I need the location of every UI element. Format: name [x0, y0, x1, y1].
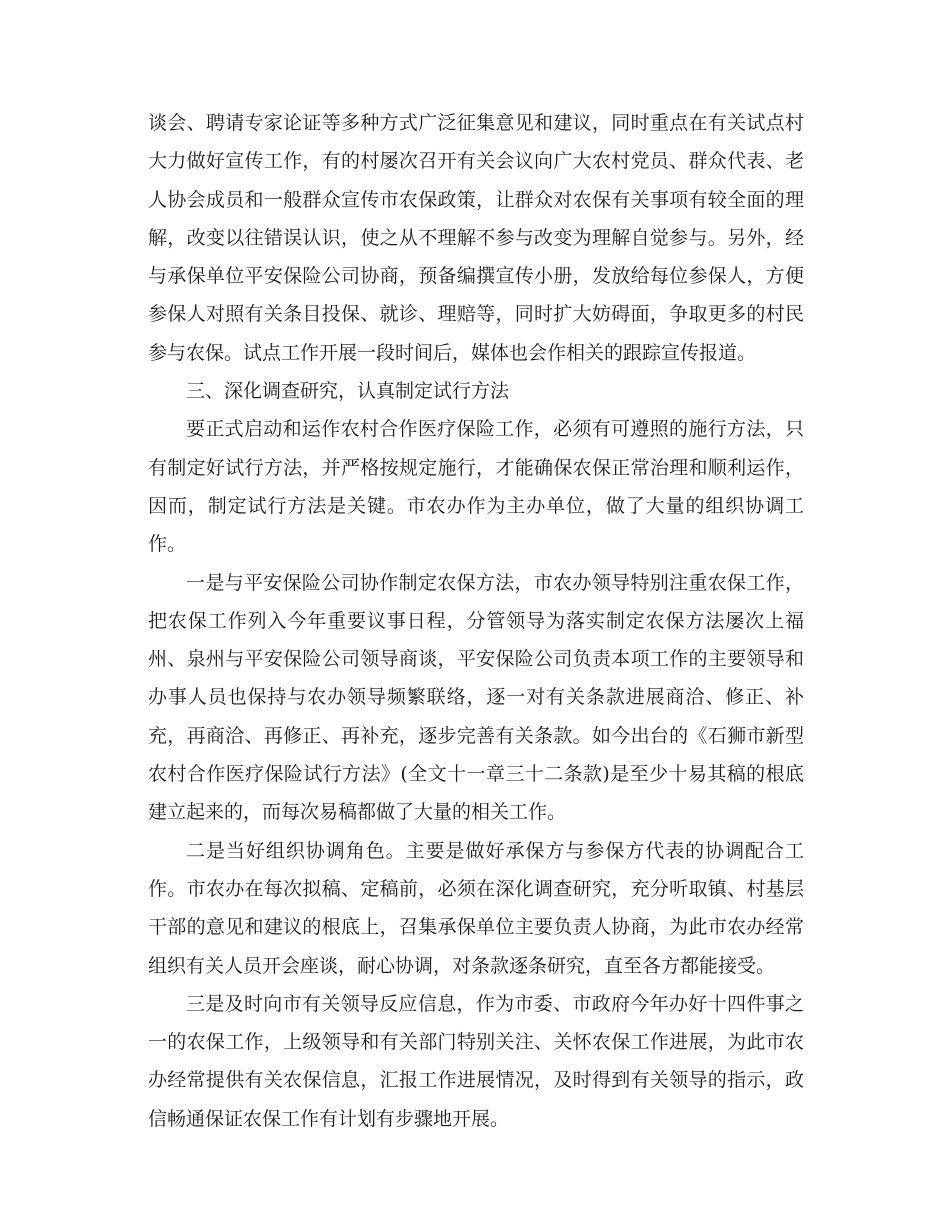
document-body	[148, 104, 804, 1138]
body-paragraph: 要正式启动和运作农村合作医疗保险工作，必须有可遵照的施行方法，只有制定好试行方法，并严格按规定施行，才能确保农保正常治理和顺利运作，因而，制定试行方法是关键。市农办作为主办单位，做了大量的组织协调工作。	[148, 418, 804, 556]
body-paragraph: 二是当好组织协调角色。主要是做好承保方与参保方代表的协调配合工作。市农办在每次拟稿、定稿前，必须在深化调查研究，充分听取镇、村基层干部的意见和建议的根底上，召集承保单位主要负责人协商，为此市农办经常组织有关人员开会座谈，耐心协调，对条款逐条研究，直至各方都能接受。	[148, 839, 804, 977]
body-paragraph: 三是及时向市有关领导反应信息，作为市委、市政府今年办好十四件事之一的农保工作，上级领导和有关部门特别关注、关怀农保工作进展，为此市农办经常提供有关农保信息，汇报工作进展情况，及时得到有关领导的指示，政信畅通保证农保工作有计划有步骤地开展。	[148, 992, 804, 1130]
body-paragraph: 一是与平安保险公司协作制定农保方法，市农办领导特别注重农保工作，把农保工作列入今年重要议事日程，分管领导为落实制定农保方法屡次上福州、泉州与平安保险公司领导商谈，平安保险公司负责本项工作的主要领导和办事人员也保持与农办领导频繁联络，逐一对有关条款进展商洽、修正、补充，再商洽、再修正、再补充，逐步完善有关条款。如今出台的《石狮市新型农村合作医疗保险试行方法》(全文十一章三十二条款)是至少十易其稿的根底建立起来的，而每次易稿都做了大量的相关工作。	[148, 571, 804, 824]
section-heading-3: 三、深化调查研究，认真制定试行方法	[186, 380, 510, 403]
body-paragraph-continued: 谈会、聘请专家论证等多种方式广泛征集意见和建议，同时重点在有关试点村大力做好宣传工作，有的村屡次召开有关会议向广大农村党员、群众代表、老人协会成员和一般群众宣传市农保政策，让群众对农保有关事项有较全面的理解，改变以往错误认识，使之从不理解不参与改变为理解自觉参与。另外，经与承保单位平安保险公司协商，预备编撰宣传小册，发放给每位参保人，方便参保人对照有关条目投保、就诊、理赔等，同时扩大妨碍面，争取更多的村民参与农保。试点工作开展一段时间后，媒体也会作相关的跟踪宣传报道。	[148, 112, 804, 364]
